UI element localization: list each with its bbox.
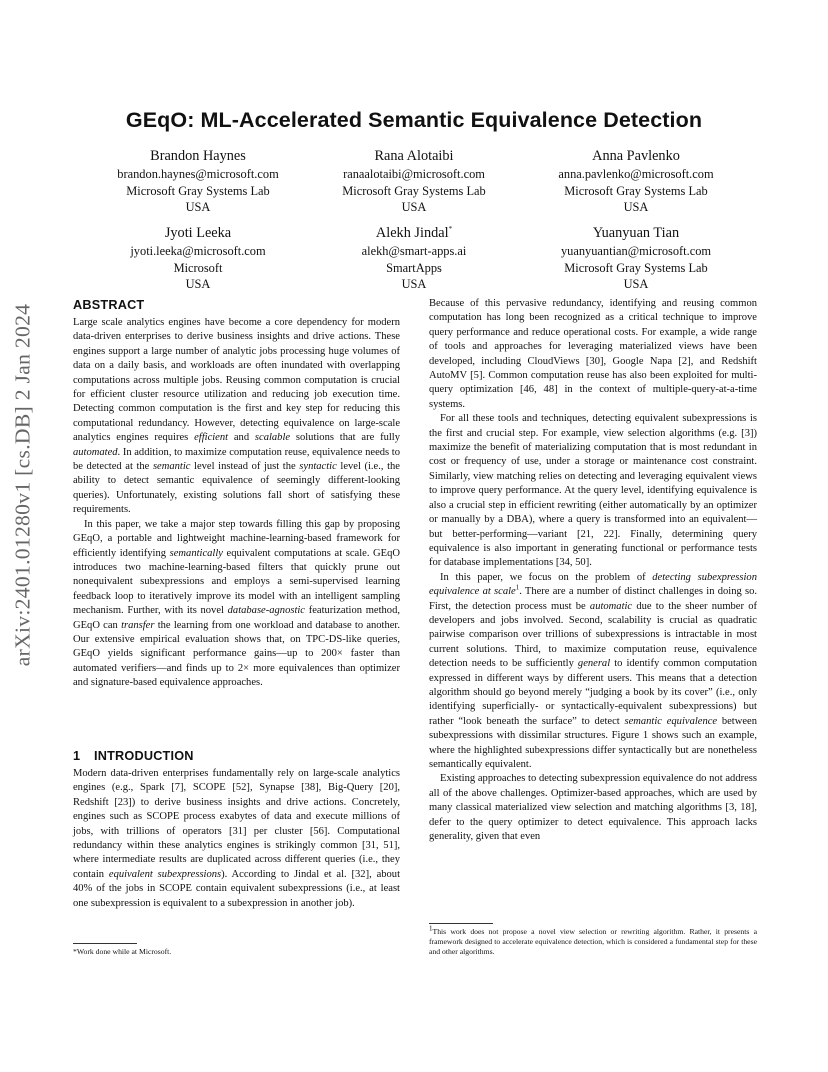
author-name: Brandon Haynes: [150, 148, 246, 164]
author-card: [294, 146, 534, 216]
section-title: INTRODUCTION: [94, 749, 194, 763]
body-paragraph: [429, 571, 757, 773]
abstract-paragraph: [73, 518, 400, 691]
emphasis: semantically: [169, 547, 223, 559]
body-paragraph: Because of this pervasive redundancy, identifying and reusing common computation has long been recognized as a critical technique to improve query performance and reduce operational costs. For example, a wide range of tools and approaches for leveraging materialized views have been developed, including CloudViews [30], Google Napa [2], and Redshift AutoMV [5]. Common computation reuse has also been exploited for multi-query optimization [46, 48] in the context of multiple-query-at-a-time systems.: [429, 298, 757, 410]
abstract-heading: ABSTRACT: [73, 298, 145, 312]
author-name: [294, 223, 534, 243]
text-run: . There are a number of distinct challenges in doing so. First, the detection process must be: [429, 586, 757, 612]
section-number: 1: [73, 749, 81, 763]
text-run: between subexpressions with dissimilar structures. Figure 1 shows such an example, where the highlighted subexpressions differ syntactically but are nonetheless semantically equivalent.: [429, 715, 757, 770]
text-run: ). According to Jindal et al. [32], about 40% of the jobs in SCOPE contain equivalent subexpressions (i.e., at least one subexpression is equivalent to a subexpression in another job).: [73, 868, 400, 909]
text-run: . In addition, to maximize computation reuse, equivalence needs to be detected at the: [73, 446, 400, 473]
author-email: jyoti.leeka@microsoft.com: [130, 244, 266, 258]
author-country: USA: [401, 277, 427, 292]
emphasis: transfer: [121, 619, 155, 631]
author-name-text: Alekh Jindal: [375, 225, 449, 241]
emphasis: automatic: [589, 600, 633, 612]
author-email: alekh@smart-apps.ai: [361, 244, 467, 258]
author-affiliation: Microsoft: [173, 260, 223, 275]
section-heading: [73, 748, 400, 764]
text-run: solutions that are fully: [290, 432, 400, 444]
author-name: Rana Alotaibi: [374, 148, 454, 164]
text-run: and: [228, 432, 255, 444]
author-affiliation: Microsoft Gray Systems Lab: [342, 183, 486, 198]
text-run: This work does not propose a novel view selection or rewriting algorithm. Rather, it presents a framework designed to accelerate equivalence detection, which is considered a fundamental step for these and other algorithms.: [429, 927, 757, 956]
text-run: the learning from one workload and database to another. Our extensive empirical evaluation shows that, on TPC-DS-like queries, GEqO yields significant performance gains—up to 200× faster than automated verifiers—and finds up to 2× more equivalences than optimizer and signature-based equivalence approaches.: [73, 619, 401, 689]
footnote-mark: 1: [515, 583, 520, 592]
author-country: USA: [623, 200, 649, 215]
arxiv-sidebar: [4, 295, 42, 675]
text-run: to identify common computation expressed in different ways by different users. This means that a detection algorithm should go beyond merely “judging a book by its cover” (i.e., only identifying superficially- or syntactically-equivalent subexpressions) but rather “look beneath the surface” to detect: [429, 658, 757, 727]
footnote-rule: [429, 923, 493, 924]
emphasis: database-agnostic: [227, 605, 305, 617]
text-run: equivalent computations at scale. GEqO introduces two machine-learning-based filters that quickly prune out nonequivalent subexpressions and employs a semi-supervised learning feedback loop to iteratively improve its model with an intelligent sampling mechanism. Further, with its novel: [73, 547, 401, 617]
text-run: level (i.e., the ability to detect semantic equivalence of seemingly different-looking queries). Unfortunately, existing solutions fall short of satisfying these requirements.: [73, 461, 400, 516]
right-footnote: [429, 923, 757, 957]
intro-paragraph: [73, 767, 400, 911]
paper-title: GEqO: ML-Accelerated Semantic Equivalence Detection: [125, 108, 703, 132]
author-country: USA: [185, 200, 211, 215]
text-run: Large scale analytics engines have become a core dependency for modern data-driven enterprises to derive business insights and drive actions. These engines support a large number of analytic jobs processing huge volumes of data on a daily basis, and workloads are often inundated with overlapping computations across multiple jobs. Reusing common computation is crucial for efficient cluster resource utilization and reducing job execution time. Detecting common computation is the first and key step for reducing this computational redundancy. However, detecting equivalence on large-scale analytics engines requires: [73, 317, 400, 444]
emphasis: syntactic: [299, 461, 337, 473]
footnote-mark: *: [448, 225, 453, 234]
footnote-text: *Work done while at Microsoft.: [73, 947, 172, 956]
author-email: brandon.haynes@microsoft.com: [117, 167, 279, 181]
author-card: [294, 223, 534, 293]
author-email: ranaalotaibi@microsoft.com: [343, 167, 485, 181]
intro-section: [73, 748, 400, 911]
emphasis: efficient: [194, 432, 229, 444]
abstract-paragraph: [73, 316, 400, 518]
body-paragraph: For all these tools and techniques, detecting equivalent subexpressions is the first and crucial step. For example, view selection algorithms (e.g. [3]) maximize the benefit of materializing computation that is most redundant in cost or frequency of use, under a storage or maintenance cost constraint. Similarly, view matching relies on detecting and leveraging equivalent views to improve query performance. At the query level, identifying equivalence is also a crucial step in efficient rewriting (either automatically by an optimizer or manually by a DBA), where a query is transformed into an equivalent—but better-performing—variant [21, 22]. Finally, determining query equivalence is also important in generating functional or performance tests for database implementations [34, 50].: [429, 413, 757, 569]
author-name: Yuanyuan Tian: [592, 225, 680, 241]
author-affiliation: Microsoft Gray Systems Lab: [564, 183, 708, 198]
author-card: [78, 146, 318, 216]
author-card: [516, 146, 756, 216]
emphasis: semantic equivalence: [624, 715, 718, 727]
text-run: level instead of just the: [190, 461, 300, 473]
footnote-mark: 1: [429, 924, 433, 933]
text-run: due to the sheer number of developers and jobs involved. Second, scalability is crucial as quadratic pairwise comparison over trillions of subexpressions is intractable in most current solutions. Third, to maximize computation reuse, equivalence detection needs to be sufficiently: [429, 600, 757, 670]
left-column: [73, 297, 400, 691]
author-country: USA: [401, 200, 427, 215]
author-email: yuanyuantian@microsoft.com: [560, 244, 712, 258]
text-run: In this paper, we focus on the problem of: [440, 571, 653, 583]
author-affiliation: Microsoft Gray Systems Lab: [564, 260, 708, 275]
emphasis: general: [577, 658, 611, 670]
author-card: [516, 223, 756, 293]
author-country: USA: [623, 277, 649, 292]
author-country: USA: [185, 277, 211, 292]
left-footnote: [73, 943, 400, 957]
author-name: Anna Pavlenko: [592, 148, 680, 164]
author-affiliation: Microsoft Gray Systems Lab: [126, 183, 270, 198]
author-affiliation: SmartApps: [386, 260, 442, 275]
right-column: [429, 297, 757, 844]
emphasis: automated: [73, 446, 118, 458]
footnote-rule: [73, 943, 137, 944]
author-email: anna.pavlenko@microsoft.com: [558, 167, 714, 181]
footnote-text: [429, 924, 757, 957]
emphasis: scalable: [254, 432, 291, 444]
text-run: Modern data-driven enterprises fundamentally rely on large-scale analytics engines (e.g., Spark [7], SCOPE [52], Synapse [38], Big-Query [20], Redshift [23]) to derive business insights and drive actions. Concretely, engines such as SCOPE process exabytes of data and execute millions of jobs, with trillions of operators [31] per cluster [56]. Computational redundancy within these analytics engines is strikingly common [31, 51], where intermediate results are duplicated across different queries (i.e., they contain: [73, 768, 400, 880]
emphasis: semantic: [152, 461, 191, 473]
emphasis: equivalent subexpressions: [108, 868, 222, 880]
author-card: [78, 223, 318, 293]
arxiv-identifier: arXiv:2401.01280v1 [cs.DB] 2 Jan 2024: [10, 303, 35, 667]
emphasis: detecting subexpression equivalence at scale: [429, 571, 757, 598]
author-name: Jyoti Leeka: [164, 225, 232, 241]
text-run: In this paper, we take a major step towards filling this gap by proposing GEqO, a portable and lightweight machine-learning-based framework for efficiently identifying: [73, 518, 400, 559]
text-run: featurization method, GEqO can: [73, 605, 400, 631]
body-paragraph: Existing approaches to detecting subexpression equivalence do not address all of the above challenges. Optimizer-based approaches, which are used by many classical materialized view selection and matching algorithms [3, 18], defer to the query optimizer to detect equivalence. This approach lacks generality, given that even: [429, 773, 757, 843]
